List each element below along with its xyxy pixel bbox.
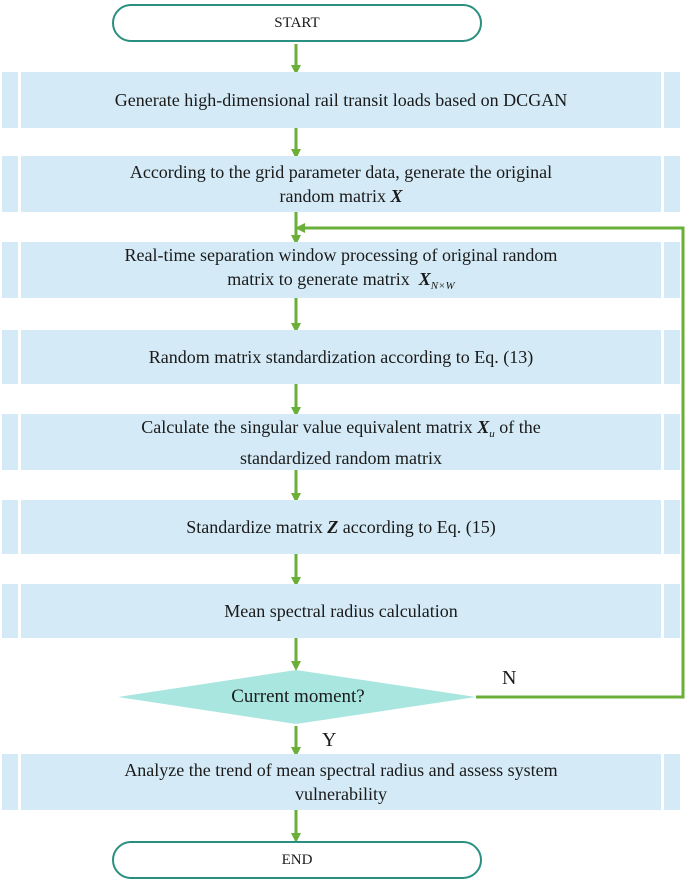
no-branch-label: N: [502, 667, 517, 689]
yes-branch-label: Y: [322, 729, 337, 751]
subscript-u: u: [489, 427, 495, 440]
step-analyze-trend: Analyze the trend of mean spectral radius and assess system vulnerability: [2, 754, 680, 810]
step-standardization: [2, 330, 680, 384]
end-terminal: [112, 841, 482, 879]
step-generate-loads: [2, 72, 680, 128]
step-singular-value: Calculate the singular value equivalent matrix $X_u$ of the standardized random matrix: [2, 414, 680, 470]
start-terminal: [112, 4, 482, 42]
step-standardize-z: Standardize matrix Z according to Eq. (15): [2, 500, 680, 554]
step-generate-random-matrix: According to the grid parameter data, generate the original random matrix X: [2, 156, 680, 212]
step-separation-window: Real-time separation window processing of original random matrix to generate matrix $X_{N\times W}$: [2, 242, 680, 298]
var-z: Z: [327, 517, 339, 537]
end-label: END: [281, 851, 313, 868]
step-mean-spectral-radius: [2, 584, 680, 638]
step-generate-loads-text: Generate high-dimensional rail transit loads based on DCGAN: [114, 90, 568, 110]
var-x: X: [390, 186, 403, 206]
var-x-nw: X: [418, 268, 431, 289]
subscript-nw: N×W: [430, 279, 455, 292]
var-xu: X: [477, 416, 490, 437]
step-mean-spectral-radius-text: Mean spectral radius calculation: [224, 601, 458, 621]
step-standardization-text: Random matrix standardization according to Eq. (13): [148, 347, 534, 367]
start-label: START: [274, 14, 320, 31]
decision-label: Current moment?: [231, 686, 365, 707]
